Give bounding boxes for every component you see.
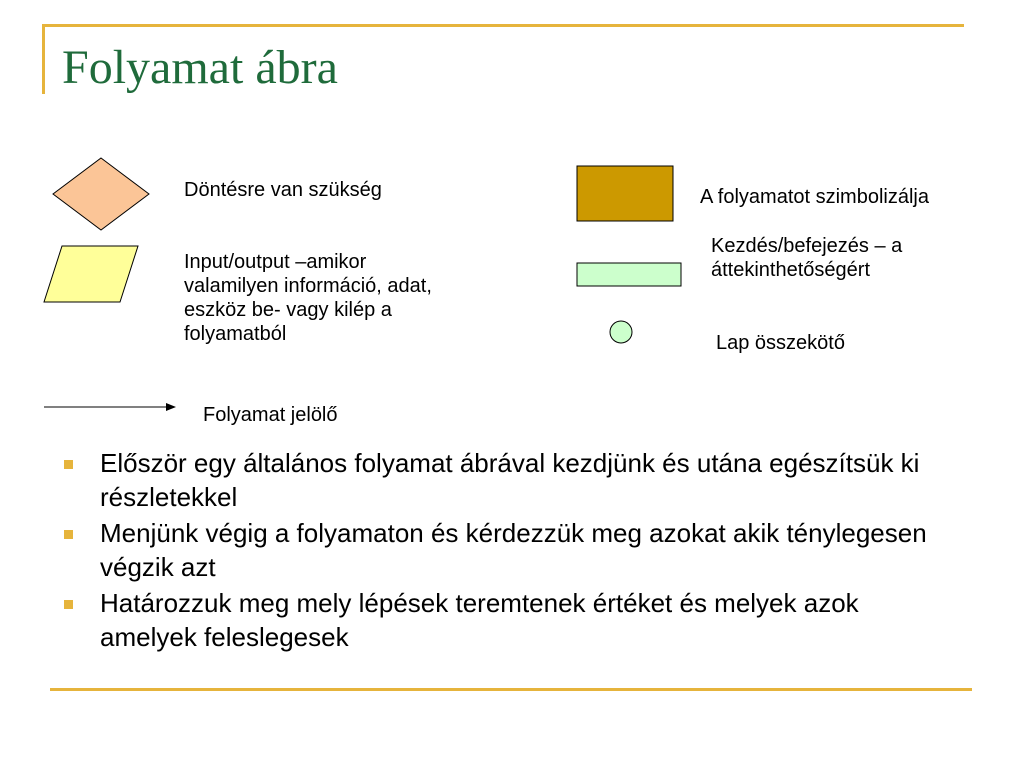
- bullet-item: [62, 446, 962, 514]
- square-bullet-icon: [64, 600, 73, 609]
- decision-diamond-icon: [53, 158, 149, 230]
- square-bullet-icon: [64, 530, 73, 539]
- connector-circle-icon: [610, 321, 632, 343]
- bullet-item: [62, 586, 962, 654]
- bullet-text: Menjünk végig a folyamaton és kérdezzük meg azokat akik ténylegesen végzik azt: [100, 518, 927, 582]
- flow-label: Folyamat jelölő: [203, 404, 338, 426]
- bullet-item: [62, 516, 962, 584]
- terminal-label: Kezdés/befejezés – a áttekinthetőségért: [711, 235, 903, 281]
- bullet-text: Határozzuk meg mely lépések teremtenek értéket és melyek azok amelyek feleslegesek: [100, 588, 859, 652]
- connector-label: Lap összekötő: [716, 332, 845, 354]
- decision-label: Döntésre van szükség: [184, 179, 382, 201]
- input-output-label: Input/output –amikor valamilyen információ, adat, eszköz be- vagy kilép a folyamatból: [184, 251, 432, 345]
- square-bullet-icon: [64, 460, 73, 469]
- process-rectangle-icon: [577, 166, 673, 221]
- bottom-accent-rule: [50, 688, 972, 691]
- slide-title: Folyamat ábra: [62, 41, 338, 94]
- flow-arrow-head-icon: [166, 403, 176, 411]
- process-label: A folyamatot szimbolizálja: [700, 186, 929, 208]
- input-output-parallelogram-icon: [44, 246, 138, 302]
- bullet-list: [62, 446, 962, 656]
- terminal-rectangle-icon: [577, 263, 681, 286]
- bullet-text: Először egy általános folyamat ábrával kezdjünk és utána egészítsük ki részletekkel: [100, 448, 920, 512]
